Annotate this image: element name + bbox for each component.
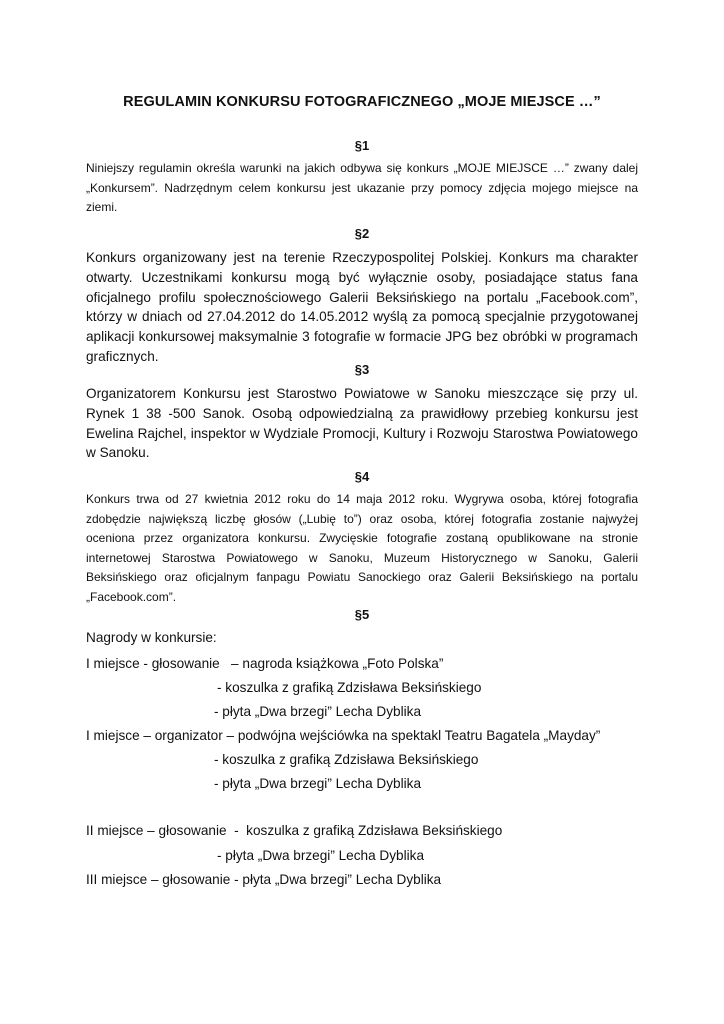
section-1-heading: §1 [354,138,370,153]
section-1-text: Niniejszy regulamin określa warunki na jakich odbywa się konkurs „MOJE MIEJSCE …” zwany dalej „Konkursem”. Nadrzędnym celem konkursu jest ukazanie przy pomocy zdjęcia mojego miejsce na ziemi. [86,161,638,214]
section-2-text: Konkurs organizowany jest na terenie Rzeczypospolitej Polskiej. Konkurs ma charakter otwarty. Uczestnikami konkursu mogą być wyłącznie osoby, posiadające status fana oficjalnego profilu społecznościowego Galerii Beksińskiego na portalu „Facebook.com”, którzy w dniach od 27.04.2012 do 14.05.2012 wyślą za pomocą specjalnie przygotowanej aplikacji konkursowej maksymalnie 3 fotografie w formacie JPG bez obróbki w programach graficznych. [86,250,638,364]
section-3-heading: §3 [354,362,370,377]
prize-line: I miejsce - głosowanie – nagroda książkowa „Foto Polska” [86,656,444,671]
section-5-heading: §5 [354,607,370,622]
prize-line: - koszulka z grafiką Zdzisława Beksińskiego [214,752,479,767]
prize-line: III miejsce – głosowanie - płyta „Dwa brzegi” Lecha Dyblika [86,872,442,887]
prize-line: II miejsce – głosowanie - koszulka z grafiką Zdzisława Beksińskiego [86,823,503,838]
section-4-text: Konkurs trwa od 27 kwietnia 2012 roku do 14 maja 2012 roku. Wygrywa osoba, której fotografia zdobędzie największą liczbę głosów („Lubię to”) oraz osoba, której fotografia zostanie najwyżej oceniona przez organizatora konkursu. Zwycięskie fotografie zostaną opublikowane na stronie internetowej Starostwa Powiatowego w Sanoku, Muzeum Historycznego w Sanoku, Galerii Beksińskiego oraz oficjalnym fanpagu Powiatu Sanockiego oraz Galerii Beksińskiego na portalu „Facebook.com”. [86,492,638,604]
section-3-text: Organizatorem Konkursu jest Starostwo Powiatowe w Sanoku mieszczące się przy ul. Rynek 1 38 -500 Sanok. Osobą odpowiedzialną za prawidłowy przebieg konkursu jest Ewelina Rajchel, inspektor w Wydziale Promocji, Kultury i Rozwoju Starostwa Powiatowego w Sanoku. [86,386,638,461]
prize-line: I miejsce – organizator – podwójna wejściówka na spektakl Teatru Bagatela „Mayday” [86,728,601,743]
section-4-heading: §4 [354,469,370,484]
prize-line: - płyta „Dwa brzegi” Lecha Dyblika [214,776,422,791]
prize-line: - płyta „Dwa brzegi” Lecha Dyblika [217,848,425,863]
document-title: REGULAMIN KONKURSU FOTOGRAFICZNEGO „MOJE MIEJSCE …” [123,94,601,110]
prize-line: - płyta „Dwa brzegi” Lecha Dyblika [214,704,422,719]
section-2-heading: §2 [354,226,370,241]
prizes-intro: Nagrody w konkursie: [86,630,217,645]
prize-line: - koszulka z grafiką Zdzisława Beksińskiego [217,680,482,695]
